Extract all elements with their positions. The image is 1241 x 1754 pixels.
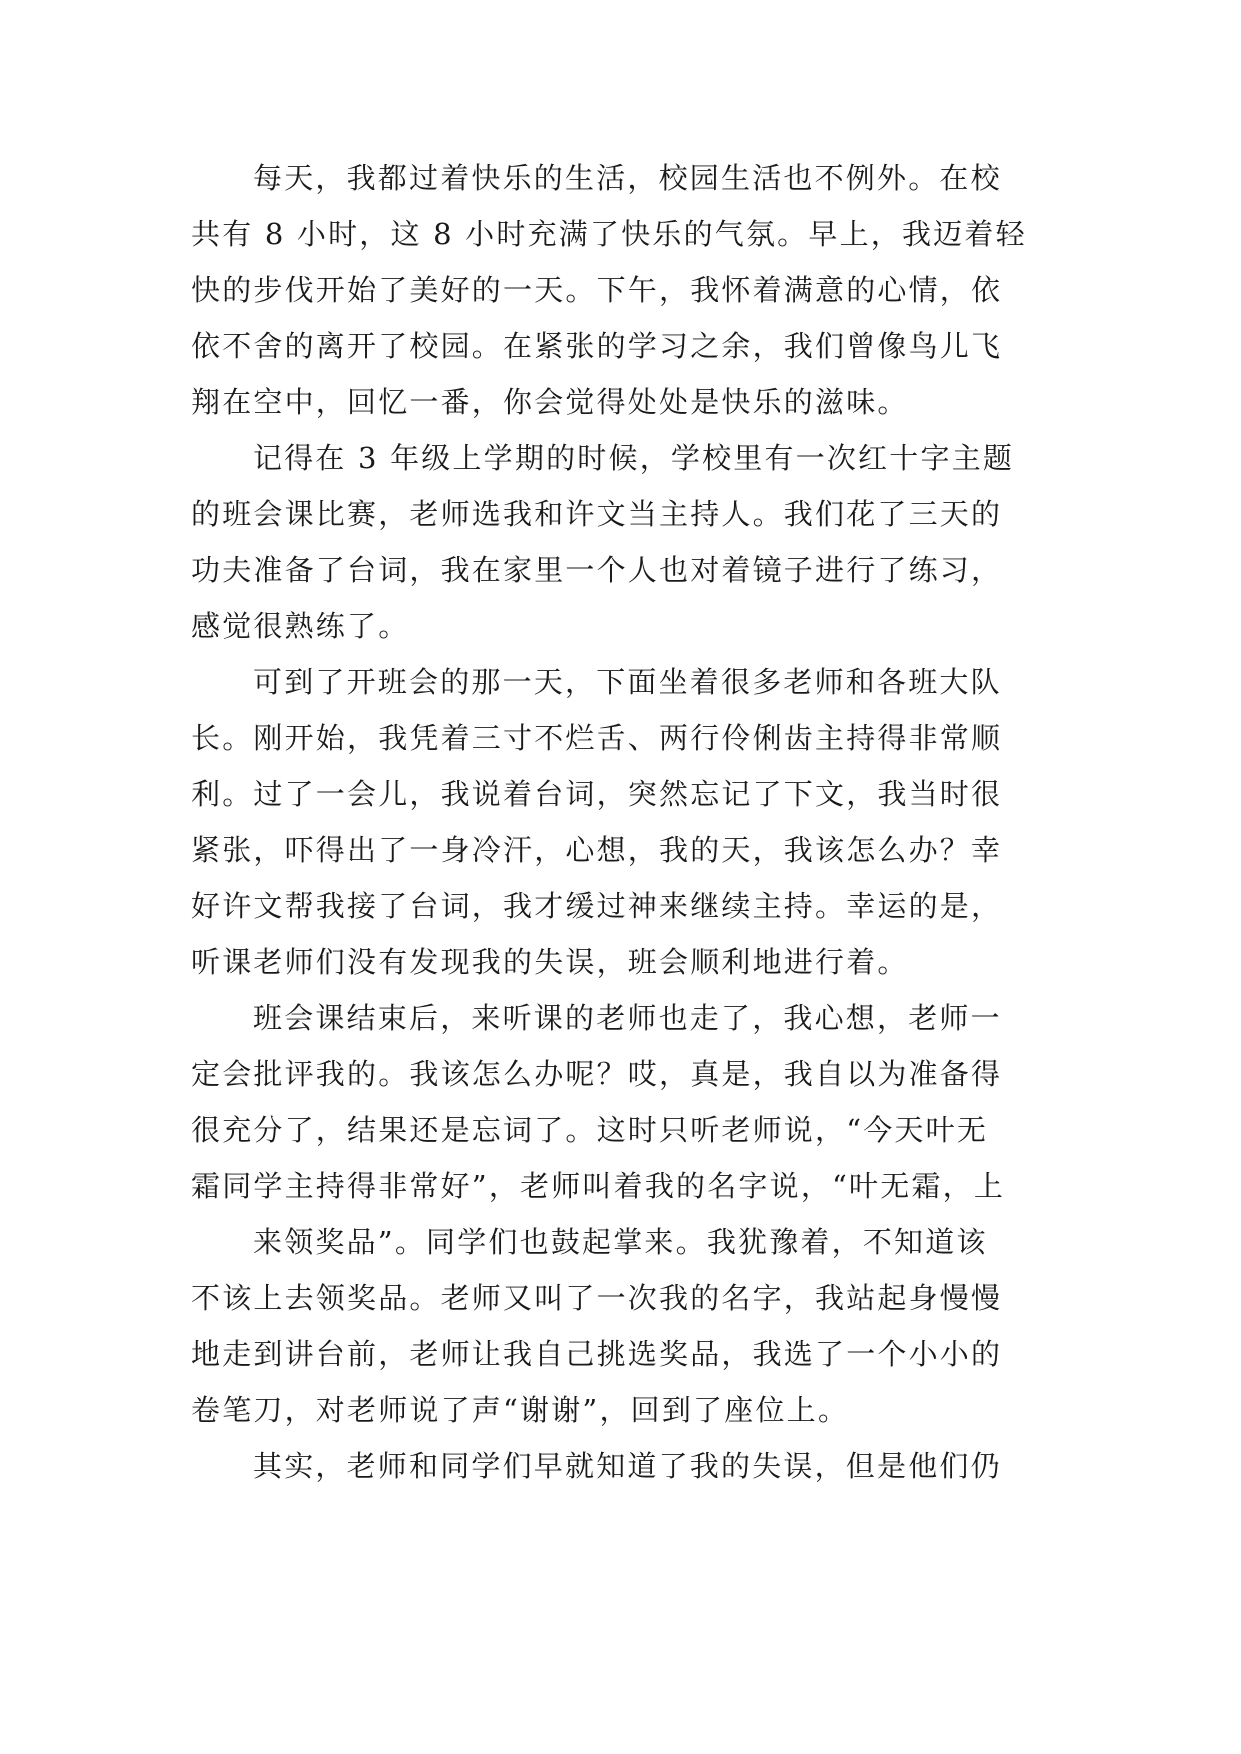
text-line-4: 依不舍的离开了校园。在紧张的学习之余，我们曾像鸟儿飞 (191, 329, 1003, 363)
text-line-13: 紧张，吓得出了一身冷汗，心想，我的天，我该怎么办？幸 (191, 833, 1003, 867)
text-line-16: 班会课结束后，来听课的老师也走了，我心想，老师一 (253, 1001, 1002, 1035)
text-line-3: 快的步伐开始了美好的一天。下午，我怀着满意的心情，依 (191, 273, 1003, 307)
text-line-9: 感觉很熟练了。 (191, 609, 410, 643)
text-line-22: 地走到讲台前，老师让我自己挑选奖品，我选了一个小小的 (191, 1337, 1003, 1371)
text-line-11: 长。刚开始，我凭着三寸不烂舌、两行伶俐齿主持得非常顺 (191, 721, 1003, 755)
text-line-23: 卷笔刀，对老师说了声“谢谢”，回到了座位上。 (191, 1393, 850, 1427)
text-line-20: 来领奖品”。同学们也鼓起掌来。我犹豫着，不知道该 (253, 1225, 988, 1259)
text-line-1: 每天，我都过着快乐的生活，校园生活也不例外。在校 (253, 161, 1002, 195)
text-line-12: 利。过了一会儿，我说着台词，突然忘记了下文，我当时很 (191, 777, 1003, 811)
text-line-10: 可到了开班会的那一天，下面坐着很多老师和各班大队 (253, 665, 1002, 699)
text-line-18: 很充分了，结果还是忘词了。这时只听老师说，“今天叶无 (191, 1113, 989, 1147)
text-line-8: 功夫准备了台词，我在家里一个人也对着镜子进行了练习， (191, 553, 1003, 587)
text-line-7: 的班会课比赛，老师选我和许文当主持人。我们花了三天的 (191, 497, 1003, 531)
text-line-5: 翔在空中，回忆一番，你会觉得处处是快乐的滋味。 (191, 385, 909, 419)
text-line-14: 好许文帮我接了台词，我才缓过神来继续主持。幸运的是， (191, 889, 1003, 923)
text-line-19: 霜同学主持得非常好”，老师叫着我的名字说，“叶无霜，上 (191, 1169, 1006, 1203)
text-line-17: 定会批评我的。我该怎么办呢？哎，真是，我自以为准备得 (191, 1057, 1003, 1091)
text-line-6: 记得在 3 年级上学期的时候，学校里有一次红十字主题 (253, 441, 1015, 475)
text-line-24: 其实，老师和同学们早就知道了我的失误，但是他们仍 (253, 1449, 1002, 1483)
text-line-2: 共有 8 小时，这 8 小时充满了快乐的气氛。早上，我迈着轻 (191, 217, 1027, 251)
text-line-21: 不该上去领奖品。老师又叫了一次我的名字，我站起身慢慢 (191, 1281, 1003, 1315)
text-line-15: 听课老师们没有发现我的失误，班会顺利地进行着。 (191, 945, 909, 979)
